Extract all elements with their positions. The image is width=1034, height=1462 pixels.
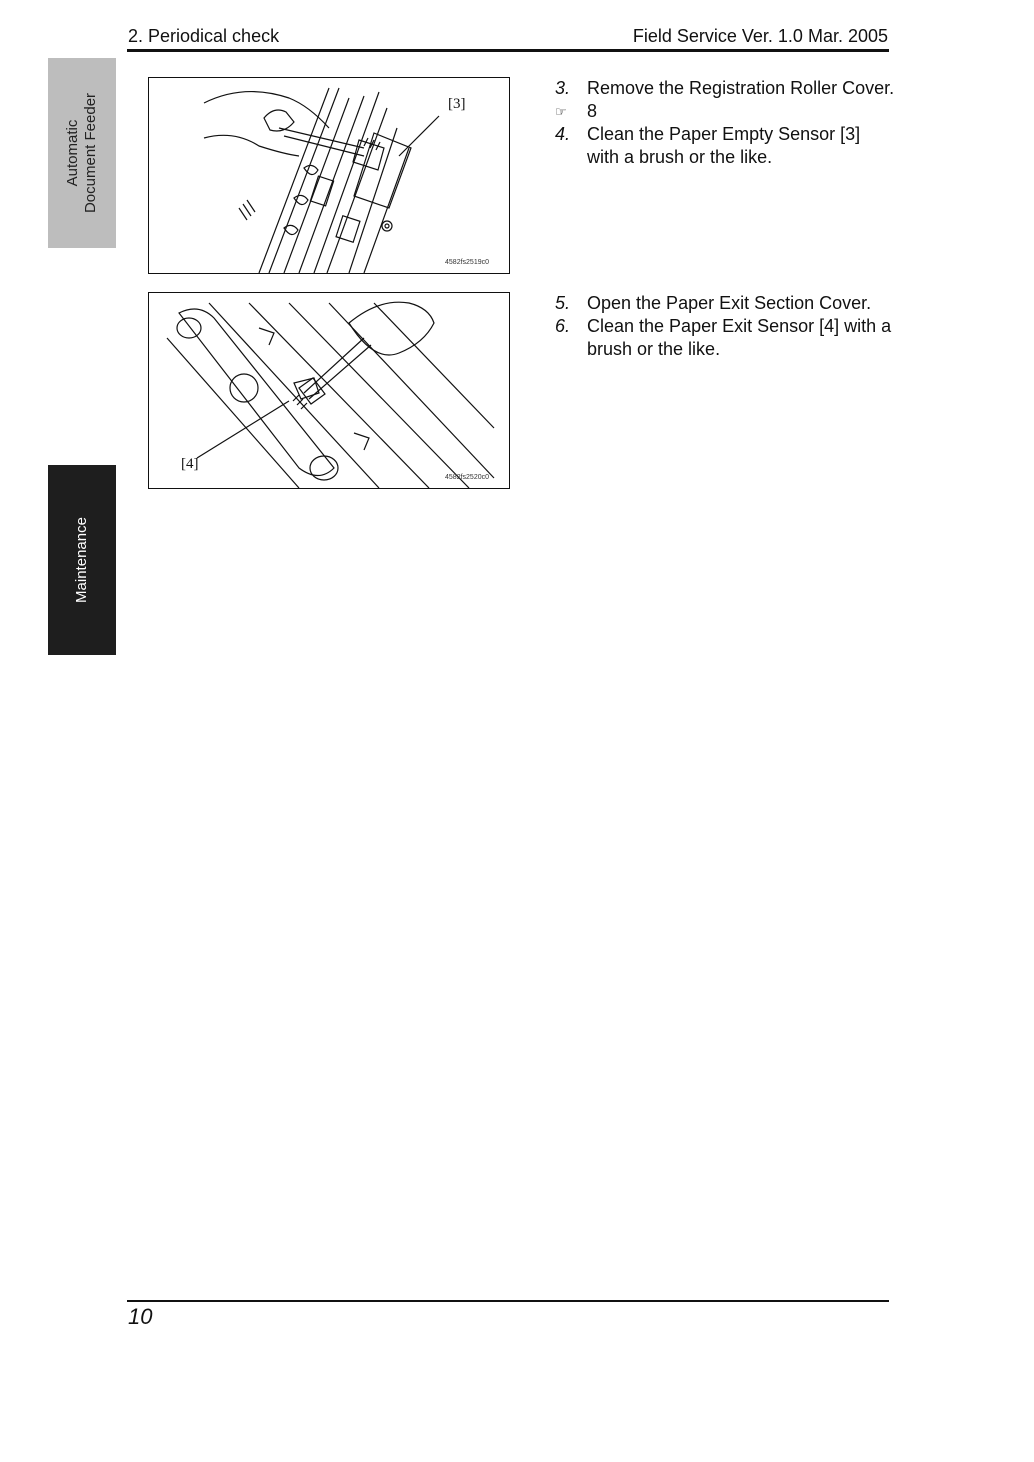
step-6-text: Clean the Paper Exit Sensor [4] with a brush or the like. [587,316,892,359]
figure-1-code: 4582fs2519c0 [445,259,489,266]
footer-divider [127,1300,889,1302]
figure-2-callout: [4] [181,456,199,472]
page-number: 10 [128,1304,153,1329]
step-3-number: 3. [555,78,571,98]
step-4-number: 4. [555,124,571,144]
step-6-number: 6. [555,316,571,336]
figure-2-code: 4582fs2520c0 [445,474,489,481]
side-tab-automatic-document-feeder[interactable] [48,58,116,248]
step-4 [555,123,895,169]
step-6 [555,315,895,361]
instructions-group-1 [555,77,895,169]
step-5-number: 5. [555,293,571,313]
reference-row [555,100,895,123]
reference-link[interactable]: 8 [587,101,598,121]
side-tab-adf-line2: Document Feeder [82,92,99,214]
step-5 [555,292,895,315]
step-4-text: Clean the Paper Empty Sensor [3] with a brush or the like. [587,124,861,167]
section-title: 2. Periodical check [128,26,280,46]
instructions-group-2 [555,292,895,361]
header-divider [127,49,889,52]
step-5-text: Open the Paper Exit Section Cover. [587,293,872,313]
version-info: Field Service Ver. 1.0 Mar. 2005 [632,26,888,46]
figure-1-callout: [3] [448,96,466,112]
side-tab-adf-line1: Automatic [64,119,81,187]
figure-paper-exit-sensor [148,292,510,489]
step-3 [555,77,895,100]
side-tab-maintenance[interactable] [48,465,116,655]
figure-paper-empty-sensor [148,77,510,274]
figure-2-drawing [149,293,509,488]
side-tab-maintenance-label: Maintenance [73,517,90,603]
reference-pointer-icon: ☞ [555,104,567,119]
step-3-text: Remove the Registration Roller Cover. [587,78,895,98]
